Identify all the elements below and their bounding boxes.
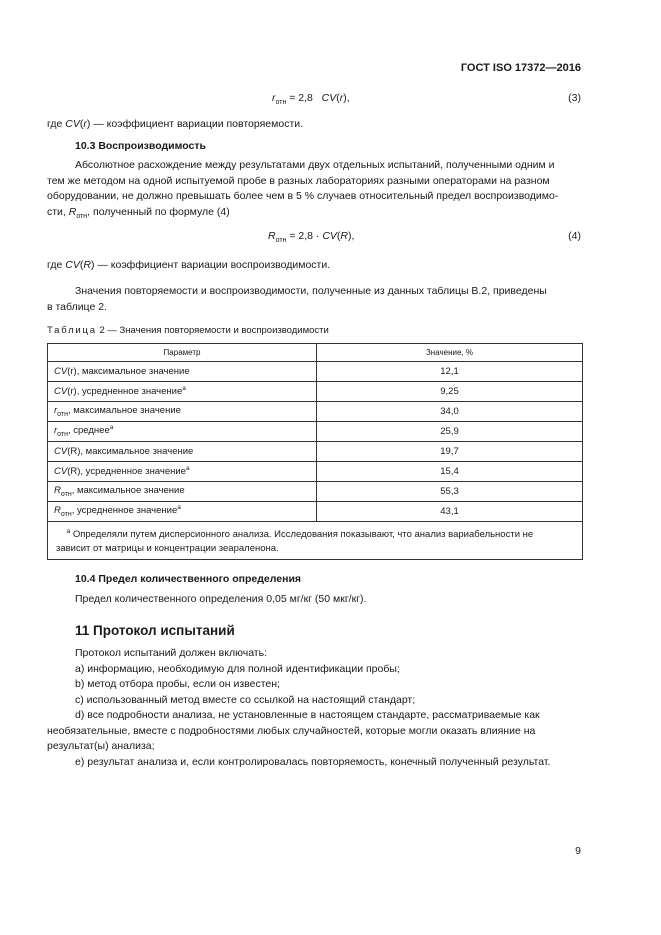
where4-text: — коэффициент вариации воспроизводимости. [94,259,331,271]
section-10-4-title: 10.4 Предел количественного определения [75,573,302,585]
list-item-continuation: результат(ы) анализа; [47,740,155,752]
table-row [48,422,583,442]
equation-3: $r_{отн} = 2,8$ CV(r), [272,92,350,106]
eq3-tail: , [346,92,350,104]
param-arg: (r) [67,366,77,377]
param-symbol: r [54,425,58,437]
param-cell [48,462,317,482]
values-table [47,343,583,560]
table-note [48,522,583,560]
where4-symbol: CV [65,259,80,271]
table-row [48,442,583,462]
caption-text: 2 — Значения повторяемости и воспроизводимости [96,325,329,336]
para-text: , полученный по формуле (4) [87,205,230,218]
table-row [48,382,583,402]
value-cell: 15,4 [317,462,583,482]
eq4-tail: , [351,230,355,242]
value-cell: 55,3 [317,482,583,502]
eq4-subscript: отн [275,237,287,244]
section-10-3-paragraph [47,158,582,224]
list-item: b) метод отбора пробы, если он известен; [75,678,280,690]
para-subscript: отн [76,212,88,220]
table-intro [47,284,582,315]
param-subscript: отн [60,511,72,519]
footnote-mark: a [109,424,114,432]
section-11-body [47,646,582,770]
column-header-parameter: Параметр [48,344,317,362]
param-subscript: отн [57,431,68,439]
param-subscript: отн [60,491,72,498]
value-cell: 12,1 [317,362,583,382]
para-line: Абсолютное расхождение между результатами двух отдельных испытаний, полученными одним и [75,159,555,171]
eq3-operator: = 2,8 [286,92,316,104]
param-symbol: CV [54,466,68,478]
table-row [48,362,583,382]
eq3-subscript: отн [275,99,287,106]
intro-line: Значения повторяемости и воспроизводимости, полученные из данных таблицы В.2, приведены [75,285,547,297]
where3-text: — коэффициент вариации повторяемости. [90,118,304,130]
param-symbol: R [54,505,61,517]
para-text: сти, [47,205,69,218]
table-row [48,462,583,482]
param-cell [48,402,317,422]
param-symbol: R [54,485,61,496]
list-item: c) использованный метод вместе со ссылкой на настоящий стандарт; [75,693,416,706]
caption-prefix: Таблица [47,325,97,336]
param-text: , усредненное значение [80,466,186,478]
param-text: , максимальное значение [67,405,181,416]
table-row [48,482,583,502]
param-text: , максимальное значение [80,446,194,457]
param-cell [48,422,317,442]
param-arg: (r) [67,386,77,398]
param-text: , усредненное значение [71,505,178,517]
page-number: 9 [575,845,581,857]
note-text: зависит от матрицы и концентрации зеараленона. [56,543,279,555]
equation-4-number: (4) [568,230,581,242]
param-symbol: r [54,405,58,416]
footnote-mark: a [177,504,181,512]
para-symbol: R [68,205,77,218]
value-cell: 9,25 [317,382,583,402]
document-header: ГОСТ ISO 17372—2016 [460,62,581,74]
param-text: , максимальное значение [76,366,190,377]
para-line: оборудовании, не должно превышать более чем в 5 % случаев относительный предел воспроизводимо- [47,190,559,202]
table-row [48,402,583,422]
param-text: , максимальное значение [71,485,185,496]
where-3: где CV(r) — коэффициент вариации повторяемости. [47,118,304,130]
equation-3-number: (3) [568,92,581,104]
table-note-row [48,522,583,560]
param-text: , среднее [67,425,110,437]
list-item: e) результат анализа и, если контролировалась повторяемость, конечный полученный результат. [75,755,551,768]
section-10-4-text: Предел количественного определения 0,05 мг/кг (50 мкг/кг). [75,593,367,605]
note-text: Определяли путем дисперсионного анализа. Исследования показывают, что анализ вариабельности не [70,529,534,541]
param-cell [48,482,317,502]
para-line [47,205,582,225]
table-row [48,502,583,522]
table-caption [47,325,329,336]
footnote-mark: a [185,465,190,473]
note-mark: a [66,528,71,535]
param-text: , усредненное значение [76,386,183,398]
eq4-symbol: R [268,230,276,242]
value-cell: 34,0 [317,402,583,422]
param-arg: (R) [67,466,81,478]
value-cell: 43,1 [317,502,583,522]
section-11-title: 11 Протокол испытаний [75,623,235,638]
eq4-operator: = 2,8 · [286,230,323,242]
eq3-symbol: r [272,92,276,104]
para-line: тем же методом на одной испытуемой пробе в разных лабораториях разными операторами на разном [47,174,550,187]
list-item: a) информацию, необходимую для полной идентификации пробы; [75,662,400,675]
column-header-value: Значение, % [317,344,583,362]
list-intro: Протокол испытаний должен включать: [75,647,267,659]
param-symbol: CV [54,446,68,457]
table-header-row [48,344,583,362]
value-cell: 25,9 [317,422,583,442]
param-cell [48,442,317,462]
param-cell [48,382,317,402]
where3-symbol: CV [65,118,80,130]
eq4-func: CV [322,230,337,242]
list-item-continuation: необязательные, вместе с подробностями любых случайностей, которые могли оказать влияние на [47,724,536,737]
section-10-3-title: 10.3 Воспроизводимость [75,140,206,152]
param-cell [48,362,317,382]
footnote-mark: a [182,385,186,393]
param-arg: (R) [67,446,81,457]
equation-4: $R_{отн} = 2,8 \cdot CV(R)$, [268,230,355,244]
param-symbol: CV [54,386,68,398]
list-item: d) все подробности анализа, не установленные в настоящем стандарте, рассматриваемые как [75,709,540,721]
param-symbol: CV [54,366,68,377]
param-subscript: отн [57,411,68,418]
eq3-func: CV [321,92,337,104]
param-cell [48,502,317,522]
where-4: где CV(R) — коэффициент вариации воспроизводимости. [47,259,331,271]
value-cell: 19,7 [317,442,583,462]
intro-line: в таблице 2. [47,300,107,313]
